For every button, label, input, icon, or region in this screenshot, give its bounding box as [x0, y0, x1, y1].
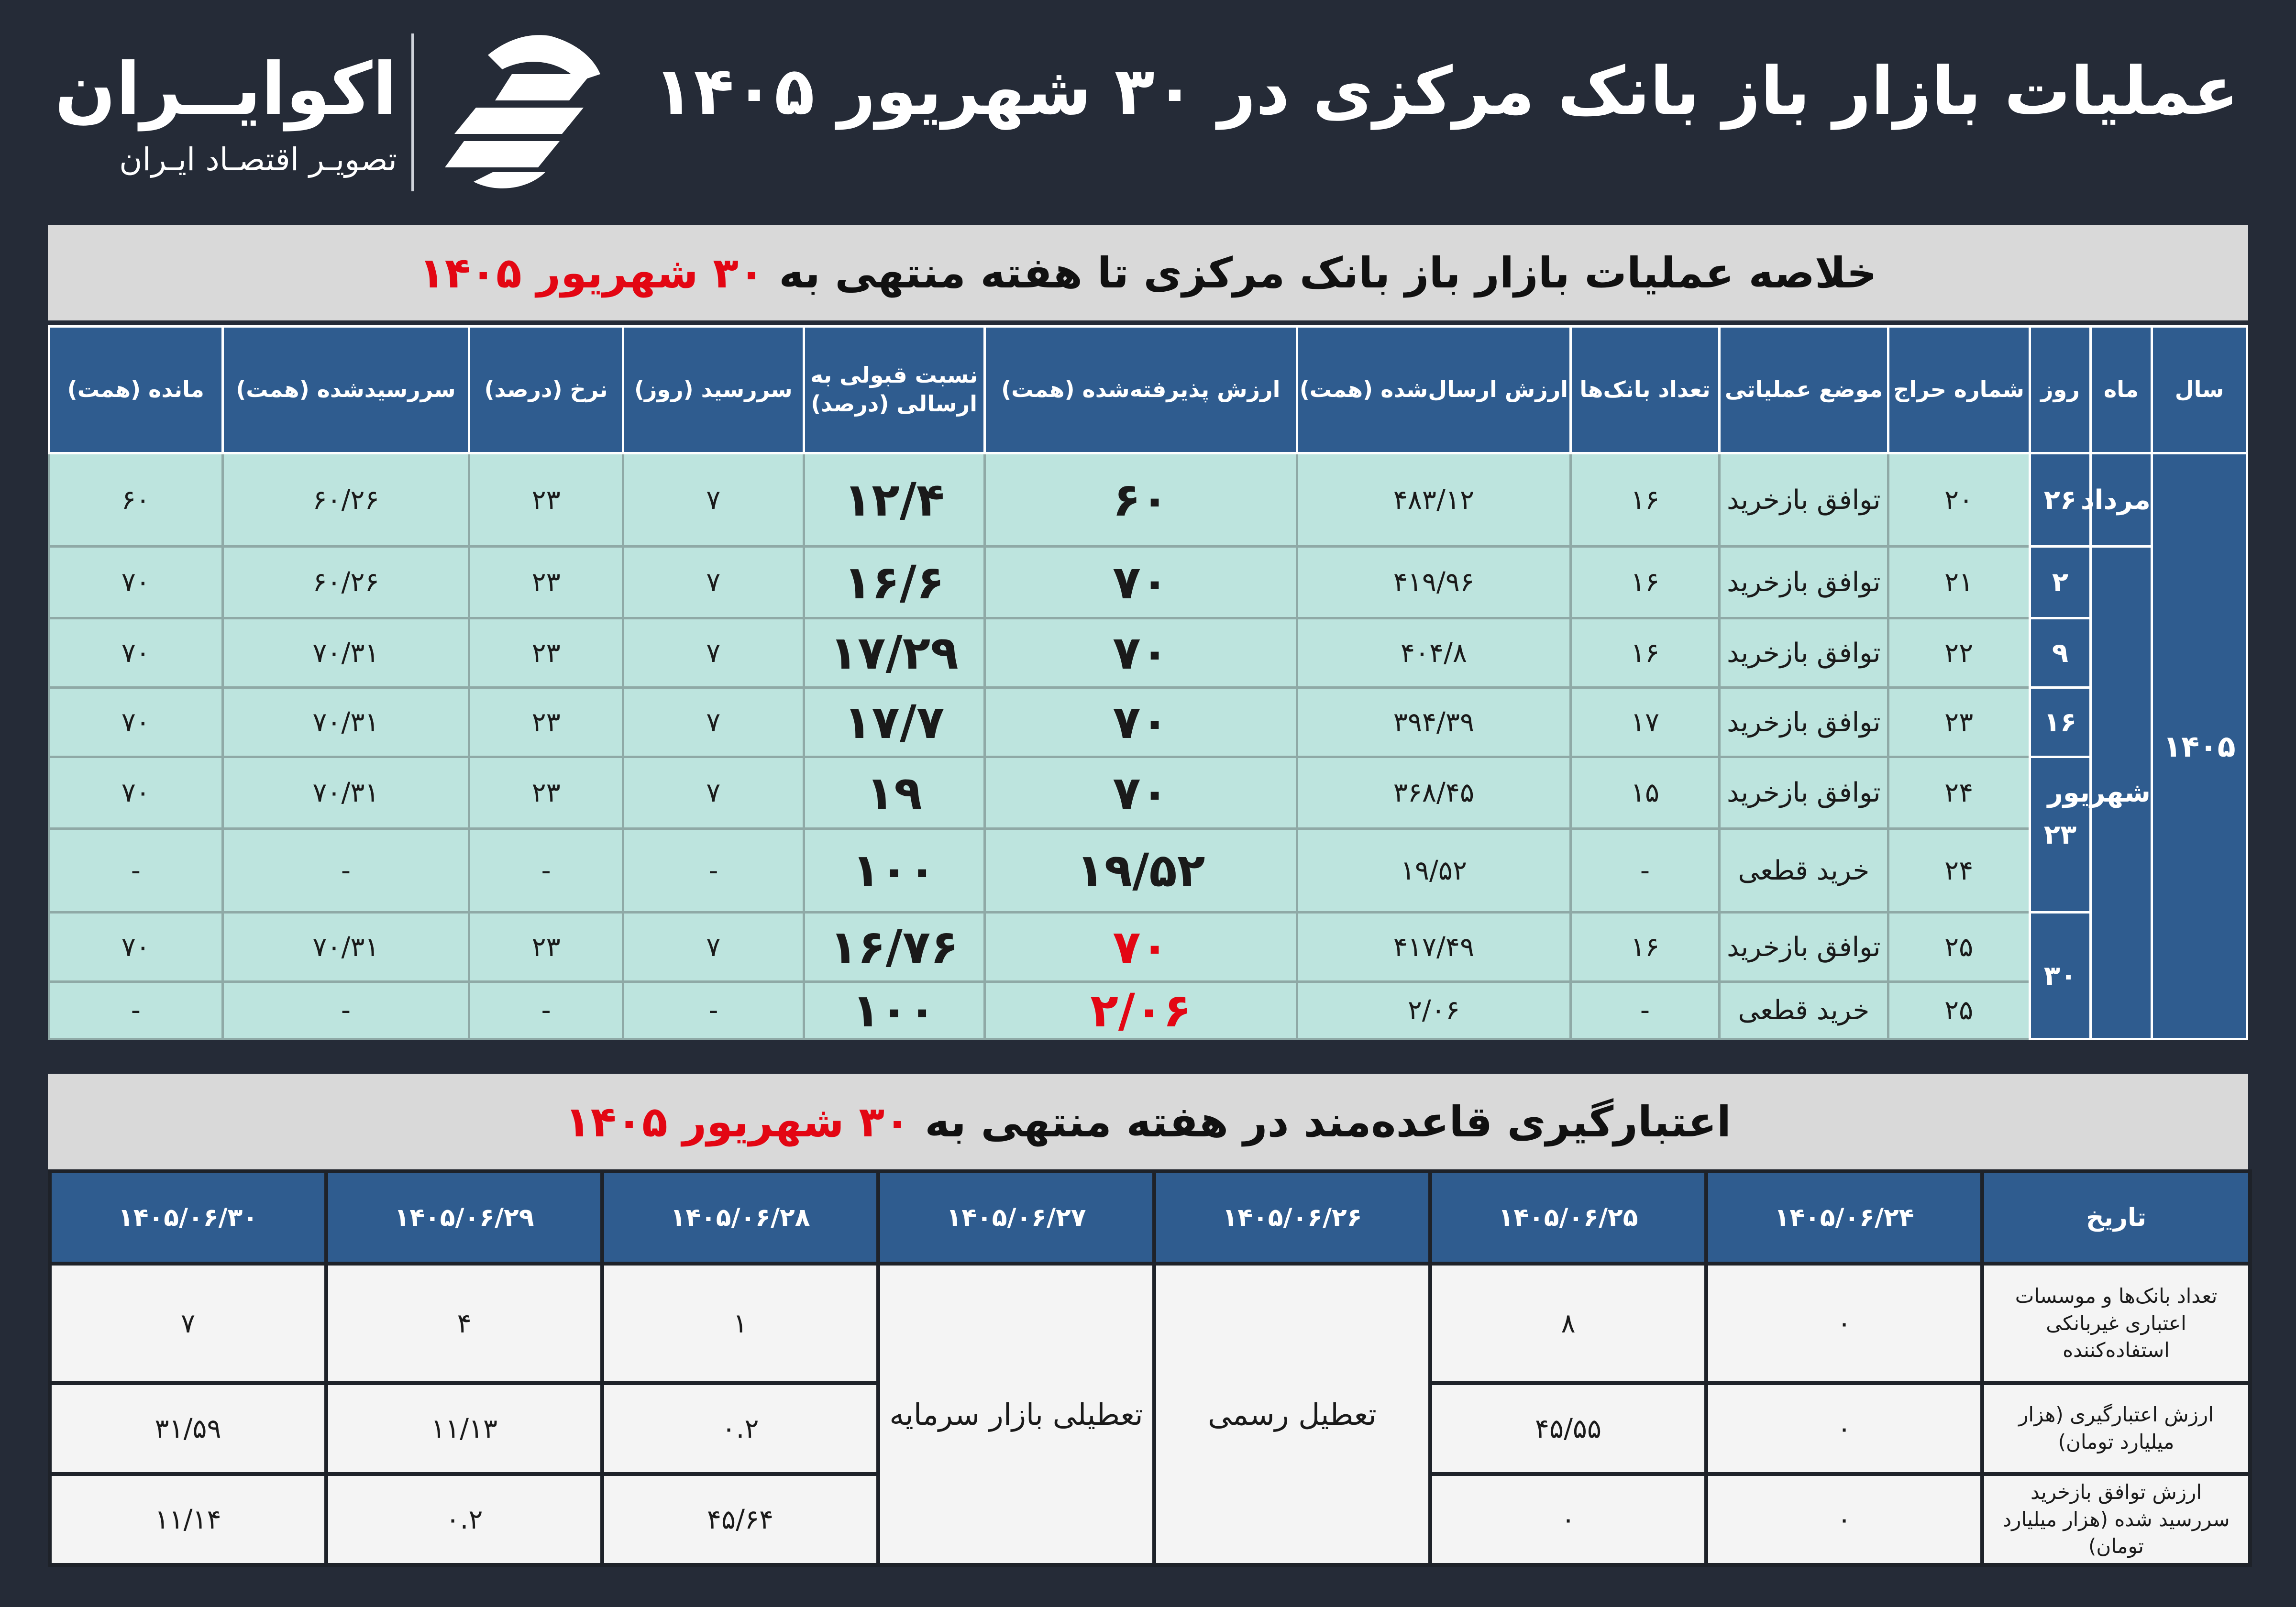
- summary-title-text: خلاصه عملیات بازار باز بانک مرکزی تا هفته منتهی به: [779, 248, 1877, 297]
- sent-cell: ۳۹۴/۳۹: [1297, 688, 1571, 757]
- value-cell: ۳۱/۵۹: [50, 1383, 326, 1474]
- ratio-cell: ۱۰۰: [804, 829, 984, 913]
- page-title: عملیات بازار باز بانک مرکزی در ۳۰ شهریور ۱۴۰۵: [653, 53, 2239, 130]
- rate-cell: -: [469, 829, 623, 913]
- brand-block: [43, 29, 617, 201]
- type-cell: خرید قطعی: [1720, 982, 1888, 1039]
- col-matured: سررسیدشده (همت): [222, 327, 469, 453]
- rate-cell: ۲۳: [469, 757, 623, 829]
- table-row: [49, 757, 2247, 829]
- value-cell: ۸: [1430, 1264, 1706, 1383]
- credit-title: [48, 1074, 2248, 1169]
- col-auction: شماره حراج: [1888, 327, 2030, 453]
- col-sent: ارزش ارسال‌شده (همت): [1297, 327, 1571, 453]
- matured-cell: ۷۰/۳۱: [222, 688, 469, 757]
- accepted-cell: ۲/۰۶: [984, 982, 1297, 1039]
- banks-cell: ۱۶: [1570, 547, 1719, 618]
- value-cell: ۴: [326, 1264, 602, 1383]
- accepted-cell: ۷۰: [984, 757, 1297, 829]
- matured-cell: ۷۰/۳۱: [222, 913, 469, 982]
- summary-table: [48, 325, 2248, 1040]
- day-cell: ۳۰: [2030, 913, 2091, 1039]
- col-date: ۱۴۰۵/۰۶/۲۶: [1154, 1171, 1430, 1264]
- remaining-cell: ۷۰: [49, 547, 223, 618]
- maturity-cell: -: [623, 982, 804, 1039]
- rate-cell: ۲۳: [469, 453, 623, 547]
- value-cell: ۰: [1430, 1474, 1706, 1565]
- remaining-cell: ۷۰: [49, 618, 223, 688]
- holiday-market-cell: تعطیلی بازار سرمایه: [878, 1264, 1154, 1565]
- brand-divider: [411, 33, 414, 191]
- col-month: ماه: [2091, 327, 2152, 453]
- credit-title-text: اعتبارگیری قاعده‌مند در هفته منتهی به: [925, 1097, 1732, 1146]
- row-label: ارزش اعتبارگیری (هزار میلیارد تومان): [1982, 1383, 2250, 1474]
- value-cell: ۰.۲: [602, 1383, 878, 1474]
- summary-header-row: [49, 327, 2247, 453]
- col-rate: نرخ (درصد): [469, 327, 623, 453]
- month-cell: شهریور: [2091, 547, 2152, 1039]
- auction-cell: ۲۲: [1888, 618, 2030, 688]
- sent-cell: ۱۹/۵۲: [1297, 829, 1571, 913]
- brand-tagline: تصویـر اقتصـاد ایـران: [119, 141, 397, 178]
- rate-cell: ۲۳: [469, 688, 623, 757]
- month-cell: مرداد: [2091, 453, 2152, 547]
- ratio-cell: ۱۶/۶: [804, 547, 984, 618]
- type-cell: توافق بازخرید: [1720, 453, 1888, 547]
- matured-cell: ۶۰/۲۶: [222, 547, 469, 618]
- value-cell: ۰.۲: [326, 1474, 602, 1565]
- col-date: ۱۴۰۵/۰۶/۲۸: [602, 1171, 878, 1264]
- accepted-cell: ۷۰: [984, 618, 1297, 688]
- banks-cell: -: [1570, 829, 1719, 913]
- rate-cell: ۲۳: [469, 913, 623, 982]
- rate-cell: -: [469, 982, 623, 1039]
- type-cell: توافق بازخرید: [1720, 547, 1888, 618]
- type-cell: توافق بازخرید: [1720, 913, 1888, 982]
- maturity-cell: ۷: [623, 913, 804, 982]
- day-cell: ۱۶: [2030, 688, 2091, 757]
- remaining-cell: ۷۰: [49, 913, 223, 982]
- accepted-cell: ۶۰: [984, 453, 1297, 547]
- value-cell: ۰: [1706, 1474, 1982, 1565]
- table-row: [50, 1264, 2250, 1383]
- col-date: ۱۴۰۵/۰۶/۲۵: [1430, 1171, 1706, 1264]
- ratio-cell: ۱۷/۷: [804, 688, 984, 757]
- table-row: [49, 982, 2247, 1039]
- accepted-cell: ۷۰: [984, 547, 1297, 618]
- col-ratio: نسبت قبولی به ارسالی (درصد): [804, 327, 984, 453]
- col-date: ۱۴۰۵/۰۶/۲۷: [878, 1171, 1154, 1264]
- maturity-cell: ۷: [623, 618, 804, 688]
- auction-cell: ۲۰: [1888, 453, 2030, 547]
- matured-cell: -: [222, 829, 469, 913]
- maturity-cell: ۷: [623, 757, 804, 829]
- table-row: [49, 547, 2247, 618]
- col-date: ۱۴۰۵/۰۶/۲۹: [326, 1171, 602, 1264]
- matured-cell: ۷۰/۳۱: [222, 618, 469, 688]
- remaining-cell: -: [49, 829, 223, 913]
- maturity-cell: ۷: [623, 453, 804, 547]
- maturity-cell: ۷: [623, 688, 804, 757]
- col-banks: تعداد بانک‌ها: [1570, 327, 1719, 453]
- value-cell: ۱۱/۱۳: [326, 1383, 602, 1474]
- brand-name: اکوایــران: [55, 48, 397, 131]
- sent-cell: ۴۱۹/۹۶: [1297, 547, 1571, 618]
- banks-cell: ۱۷: [1570, 688, 1719, 757]
- day-cell: ۲۳: [2030, 757, 2091, 913]
- matured-cell: -: [222, 982, 469, 1039]
- table-row: [49, 688, 2247, 757]
- auction-cell: ۲۵: [1888, 982, 2030, 1039]
- ratio-cell: ۱۰۰: [804, 982, 984, 1039]
- ratio-cell: ۱۷/۲۹: [804, 618, 984, 688]
- ratio-cell: ۱۶/۷۶: [804, 913, 984, 982]
- day-cell: ۲: [2030, 547, 2091, 618]
- credit-header-row: [50, 1171, 2250, 1264]
- day-cell: ۲۶: [2030, 453, 2091, 547]
- accepted-cell: ۷۰: [984, 913, 1297, 982]
- value-cell: ۱: [602, 1264, 878, 1383]
- table-row: [49, 913, 2247, 982]
- year-cell: ۱۴۰۵: [2152, 453, 2247, 1039]
- ratio-cell: ۱۲/۴: [804, 453, 984, 547]
- remaining-cell: ۷۰: [49, 757, 223, 829]
- col-date: ۱۴۰۵/۰۶/۳۰: [50, 1171, 326, 1264]
- ecoiran-logo-icon: [440, 29, 607, 196]
- value-cell: ۰: [1706, 1383, 1982, 1474]
- sent-cell: ۲/۰۶: [1297, 982, 1571, 1039]
- banks-cell: -: [1570, 982, 1719, 1039]
- col-accepted: ارزش پذیرفته‌شده (همت): [984, 327, 1297, 453]
- summary-title: [48, 225, 2248, 320]
- col-type: موضع عملیاتی: [1720, 327, 1888, 453]
- ratio-cell: ۱۹: [804, 757, 984, 829]
- day-cell: ۹: [2030, 618, 2091, 688]
- col-day: روز: [2030, 327, 2091, 453]
- accepted-cell: ۷۰: [984, 688, 1297, 757]
- type-cell: توافق بازخرید: [1720, 618, 1888, 688]
- type-cell: توافق بازخرید: [1720, 757, 1888, 829]
- matured-cell: ۶۰/۲۶: [222, 453, 469, 547]
- sent-cell: ۳۶۸/۴۵: [1297, 757, 1571, 829]
- auction-cell: ۲۳: [1888, 688, 2030, 757]
- credit-table: [48, 1169, 2252, 1567]
- banks-cell: ۱۶: [1570, 618, 1719, 688]
- sent-cell: ۴۸۳/۱۲: [1297, 453, 1571, 547]
- table-row: [49, 829, 2247, 913]
- remaining-cell: ۶۰: [49, 453, 223, 547]
- value-cell: ۰: [1706, 1264, 1982, 1383]
- rate-cell: ۲۳: [469, 618, 623, 688]
- banks-cell: ۱۶: [1570, 453, 1719, 547]
- matured-cell: ۷۰/۳۱: [222, 757, 469, 829]
- col-year: سال: [2152, 327, 2247, 453]
- auction-cell: ۲۴: [1888, 757, 2030, 829]
- remaining-cell: -: [49, 982, 223, 1039]
- table-row: [49, 618, 2247, 688]
- banks-cell: ۱۶: [1570, 913, 1719, 982]
- value-cell: ۷: [50, 1264, 326, 1383]
- col-remaining: مانده (همت): [49, 327, 223, 453]
- auction-cell: ۲۴: [1888, 829, 2030, 913]
- holiday-official-cell: تعطیل رسمی: [1154, 1264, 1430, 1565]
- maturity-cell: ۷: [623, 547, 804, 618]
- auction-cell: ۲۱: [1888, 547, 2030, 618]
- value-cell: ۱۱/۱۴: [50, 1474, 326, 1565]
- col-date-label: تاریخ: [1982, 1171, 2250, 1264]
- banks-cell: ۱۵: [1570, 757, 1719, 829]
- accepted-cell: ۱۹/۵۲: [984, 829, 1297, 913]
- header: [0, 0, 2296, 210]
- value-cell: ۴۵/۵۵: [1430, 1383, 1706, 1474]
- credit-title-highlight: ۳۰ شهریور ۱۴۰۵: [564, 1097, 910, 1146]
- type-cell: خرید قطعی: [1720, 829, 1888, 913]
- value-cell: ۴۵/۶۴: [602, 1474, 878, 1565]
- auction-cell: ۲۵: [1888, 913, 2030, 982]
- maturity-cell: -: [623, 829, 804, 913]
- rate-cell: ۲۳: [469, 547, 623, 618]
- row-label: تعداد بانک‌ها و موسسات اعتباری غیربانکی استفاده‌کننده: [1982, 1264, 2250, 1383]
- table-row: [49, 453, 2247, 547]
- type-cell: توافق بازخرید: [1720, 688, 1888, 757]
- sent-cell: ۴۰۴/۸: [1297, 618, 1571, 688]
- row-label: ارزش توافق بازخرید سررسید شده (هزار میلیارد تومان): [1982, 1474, 2250, 1565]
- remaining-cell: ۷۰: [49, 688, 223, 757]
- sent-cell: ۴۱۷/۴۹: [1297, 913, 1571, 982]
- summary-title-highlight: ۳۰ شهریور ۱۴۰۵: [419, 248, 764, 297]
- col-maturity: سررسید (روز): [623, 327, 804, 453]
- col-date: ۱۴۰۵/۰۶/۲۴: [1706, 1171, 1982, 1264]
